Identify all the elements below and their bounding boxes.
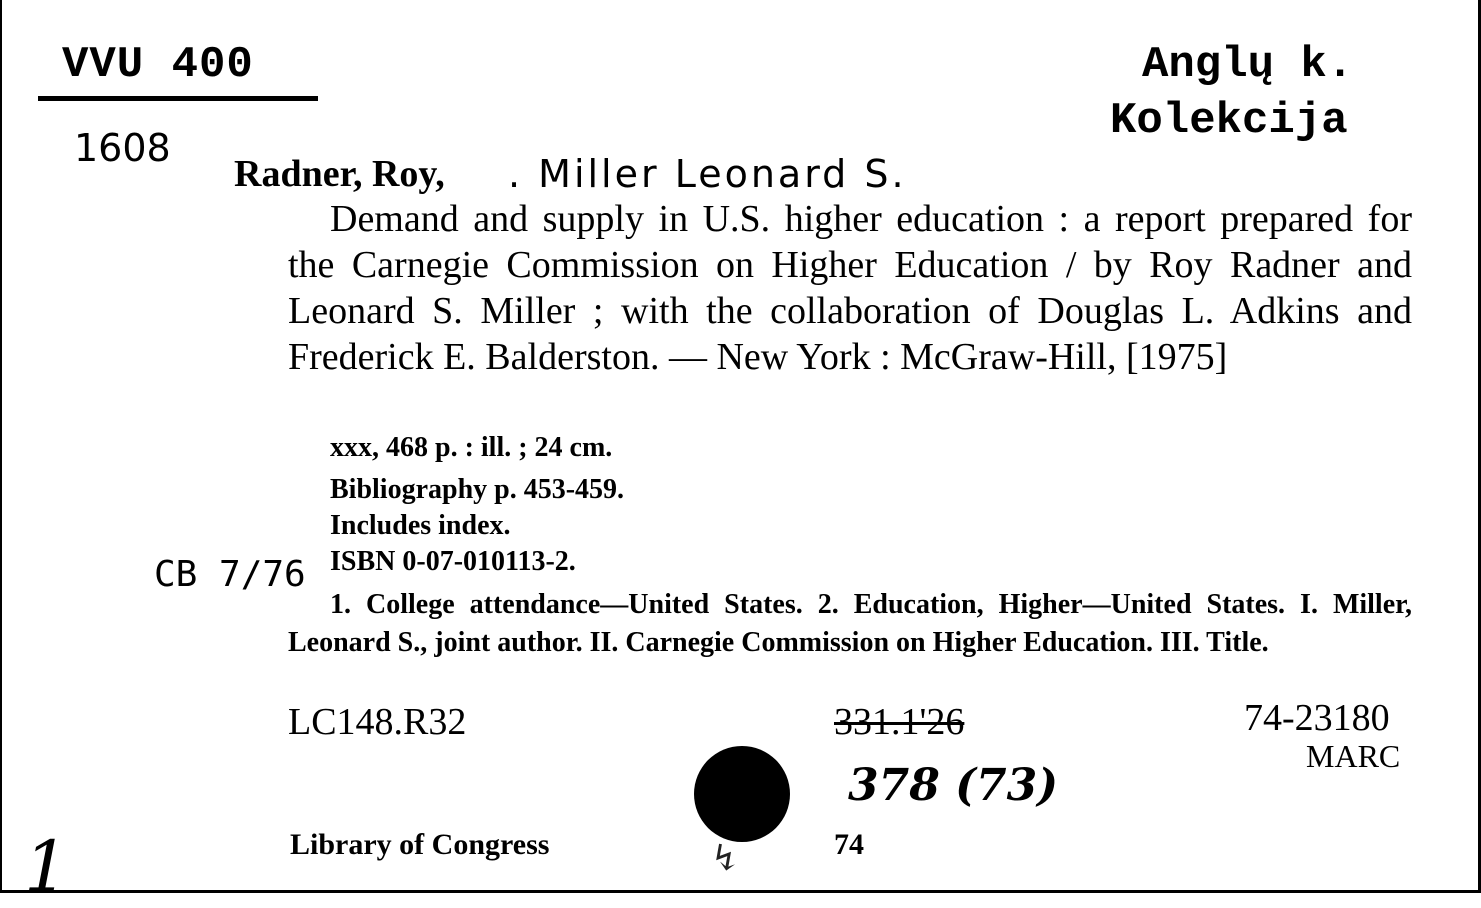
- lc-card-number: 74-23180: [1244, 697, 1390, 739]
- call-number-top: VVU 400: [62, 40, 254, 90]
- lc-classification: LC148.R32: [288, 701, 467, 743]
- cb-stamp: CB 7/76: [154, 554, 306, 595]
- accession-number: 1608: [74, 126, 171, 170]
- note-bibliography: Bibliography p. 453-459.: [330, 474, 625, 505]
- subject-tracings: 1. College attendance—United States. 2. Education, Higher—United States. I. Miller, Leonard S., joint author. II. Carnegie Commission on Higher Education. III. Title.: [288, 589, 1412, 658]
- collection-line-2: Kolekcija: [1110, 96, 1348, 146]
- collection-line-1: Anglų k.: [1142, 40, 1354, 90]
- handwritten-mark: ↯: [710, 838, 741, 879]
- note-physical-description: xxx, 468 p. : ill. ; 24 cm.: [330, 432, 613, 463]
- note-index: Includes index.: [330, 510, 511, 541]
- punch-hole: [694, 746, 790, 842]
- marc-label: MARC: [1306, 738, 1401, 774]
- handwritten-copy-mark: 1: [24, 826, 69, 908]
- note-isbn: ISBN 0-07-010113-2.: [330, 546, 576, 577]
- added-name-typed: . Miller Leonard S.: [508, 152, 907, 196]
- library-name: Library of Congress: [290, 828, 550, 861]
- title-statement: Demand and supply in U.S. higher education : a report prepared for the Carnegie Commission on Higher Education / by Roy Radner and Leonard S. Miller ; with the collaboration of Douglas L. Adkins and Frederick E. Balderston. — New York : McGraw-Hill, [1975]: [288, 198, 1412, 378]
- main-entry-author: Radner, Roy,: [234, 153, 445, 195]
- dewey-number-struck: 331.1'26: [834, 701, 965, 743]
- call-number-underline: [38, 96, 318, 101]
- dewey-number-handwritten: 378 (73): [848, 760, 1059, 811]
- card-year: 74: [834, 828, 864, 861]
